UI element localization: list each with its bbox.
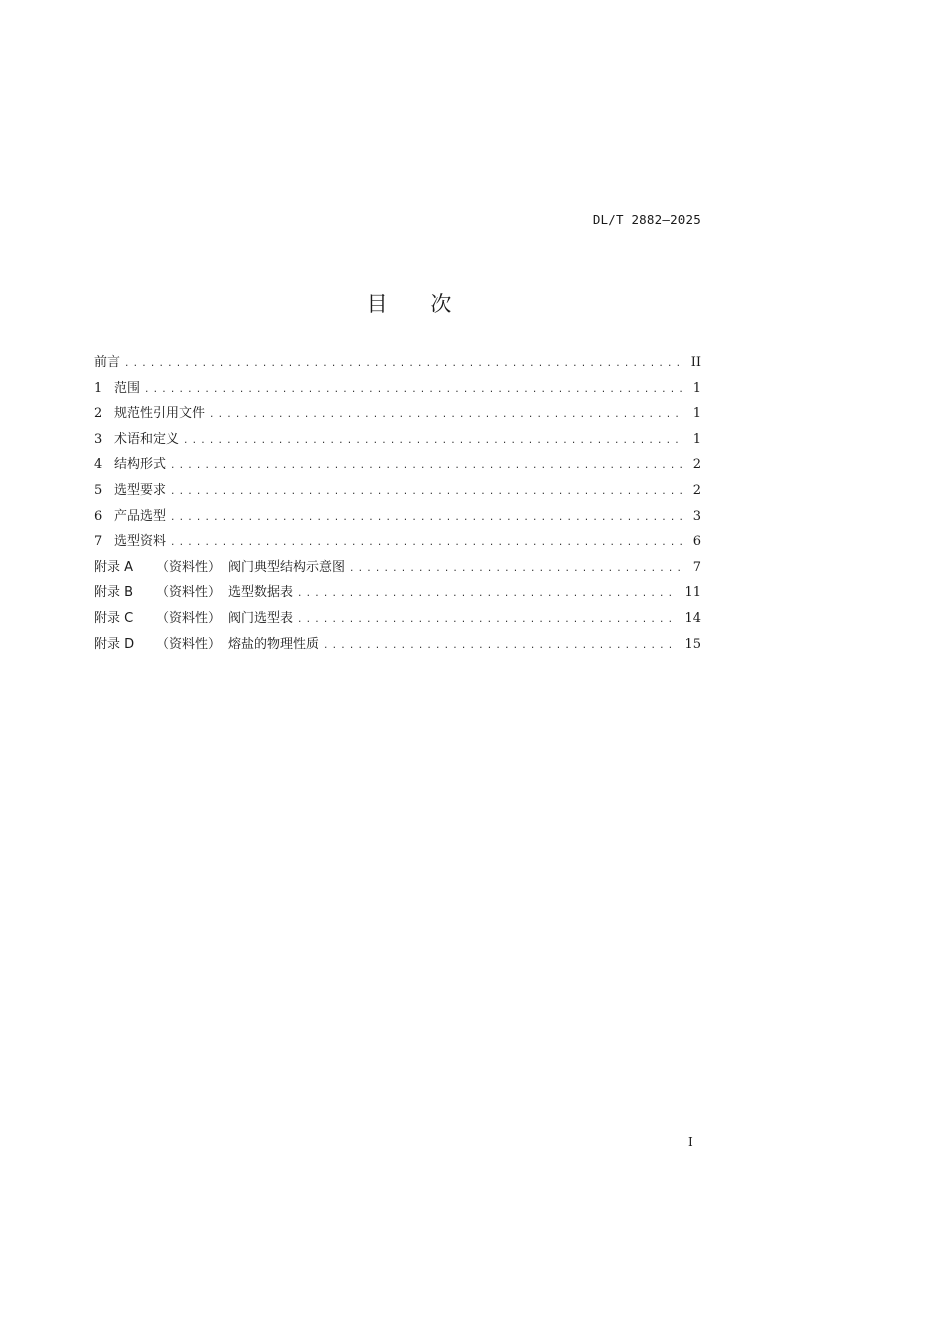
- document-code: DL/T 2882—2025: [592, 212, 701, 227]
- toc-dot-leader: [170, 531, 683, 557]
- toc-dot-leader: [297, 608, 678, 634]
- toc-appendix-id: 附录 D: [94, 636, 135, 652]
- toc-dot-leader: [323, 634, 678, 660]
- toc-entry-7[interactable]: [94, 529, 701, 555]
- toc-entry-appendix-d[interactable]: [94, 632, 701, 658]
- toc-entry-page: 2: [692, 482, 701, 498]
- toc-entry-label: 规范性引用文件: [114, 406, 206, 422]
- toc-entry-number: 1: [94, 380, 103, 396]
- toc-entry-page: 7: [692, 559, 701, 575]
- toc-entry-label: 产品选型: [114, 508, 167, 524]
- toc-entry-page: 1: [692, 431, 701, 447]
- toc-entry-appendix-a[interactable]: [94, 555, 701, 581]
- toc-dot-leader: [297, 582, 678, 608]
- toc-entry-appendix-b[interactable]: [94, 580, 701, 606]
- toc-appendix-kind: （资料性）: [156, 559, 222, 575]
- toc-appendix-id: 附录 C: [94, 610, 134, 626]
- toc-entry-number: 3: [94, 431, 103, 447]
- toc-entry-label: 术语和定义: [114, 431, 180, 447]
- toc-entry-label: 阀门选型表: [228, 610, 294, 626]
- toc-entry-page: II: [690, 355, 701, 370]
- toc-dot-leader: [209, 403, 683, 429]
- toc-entry-label: 前言: [94, 355, 121, 370]
- page-number: I: [688, 1135, 693, 1149]
- toc-appendix-kind: （资料性）: [156, 636, 222, 652]
- toc-entry-label: 范围: [114, 380, 141, 396]
- toc-entry-label: 熔盐的物理性质: [228, 636, 320, 652]
- toc-entry-6[interactable]: [94, 504, 701, 530]
- toc-entry-page: 11: [684, 585, 701, 601]
- toc-entry-5[interactable]: [94, 478, 701, 504]
- toc-entry-label: 选型资料: [114, 534, 167, 550]
- toc-appendix-id: 附录 A: [94, 559, 134, 575]
- toc-dot-leader: [170, 506, 683, 532]
- toc-entry-number: 4: [94, 457, 103, 473]
- toc-appendix-kind: （资料性）: [156, 585, 222, 601]
- toc-entry-number: 2: [94, 406, 103, 422]
- toc-entry-2[interactable]: [94, 401, 701, 427]
- toc-entry-page: 1: [692, 406, 701, 422]
- toc-entry-page: 2: [692, 457, 701, 473]
- toc-title: 目 次: [366, 292, 470, 316]
- toc-entry-page: 15: [684, 636, 701, 652]
- toc-entry-1[interactable]: [94, 376, 701, 402]
- toc-entry-4[interactable]: [94, 452, 701, 478]
- toc-dot-leader: [144, 378, 683, 404]
- toc-dot-leader: [349, 557, 683, 583]
- toc-entry-page: 14: [684, 610, 701, 626]
- toc-entry-label: 结构形式: [114, 457, 167, 473]
- toc-entry-appendix-c[interactable]: [94, 606, 701, 632]
- toc-dot-leader: [170, 480, 683, 506]
- toc-dot-leader: [124, 352, 683, 378]
- toc-entry-number: 7: [94, 534, 103, 550]
- toc-entry-preface[interactable]: [94, 350, 701, 376]
- toc-appendix-kind: （资料性）: [156, 610, 222, 626]
- toc-dot-leader: [170, 454, 683, 480]
- toc-entry-label: 选型要求: [114, 482, 167, 498]
- toc-entry-page: 3: [692, 508, 701, 524]
- toc-entry-number: 6: [94, 508, 103, 524]
- toc-entry-page: 6: [692, 534, 701, 550]
- toc-entry-label: 阀门典型结构示意图: [228, 559, 346, 575]
- toc-appendix-id: 附录 B: [94, 585, 134, 601]
- toc-dot-leader: [183, 429, 683, 455]
- toc-entry-number: 5: [94, 482, 103, 498]
- toc-entry-3[interactable]: [94, 427, 701, 453]
- table-of-contents: [94, 350, 701, 657]
- toc-entry-label: 选型数据表: [228, 585, 294, 601]
- toc-entry-page: 1: [692, 380, 701, 396]
